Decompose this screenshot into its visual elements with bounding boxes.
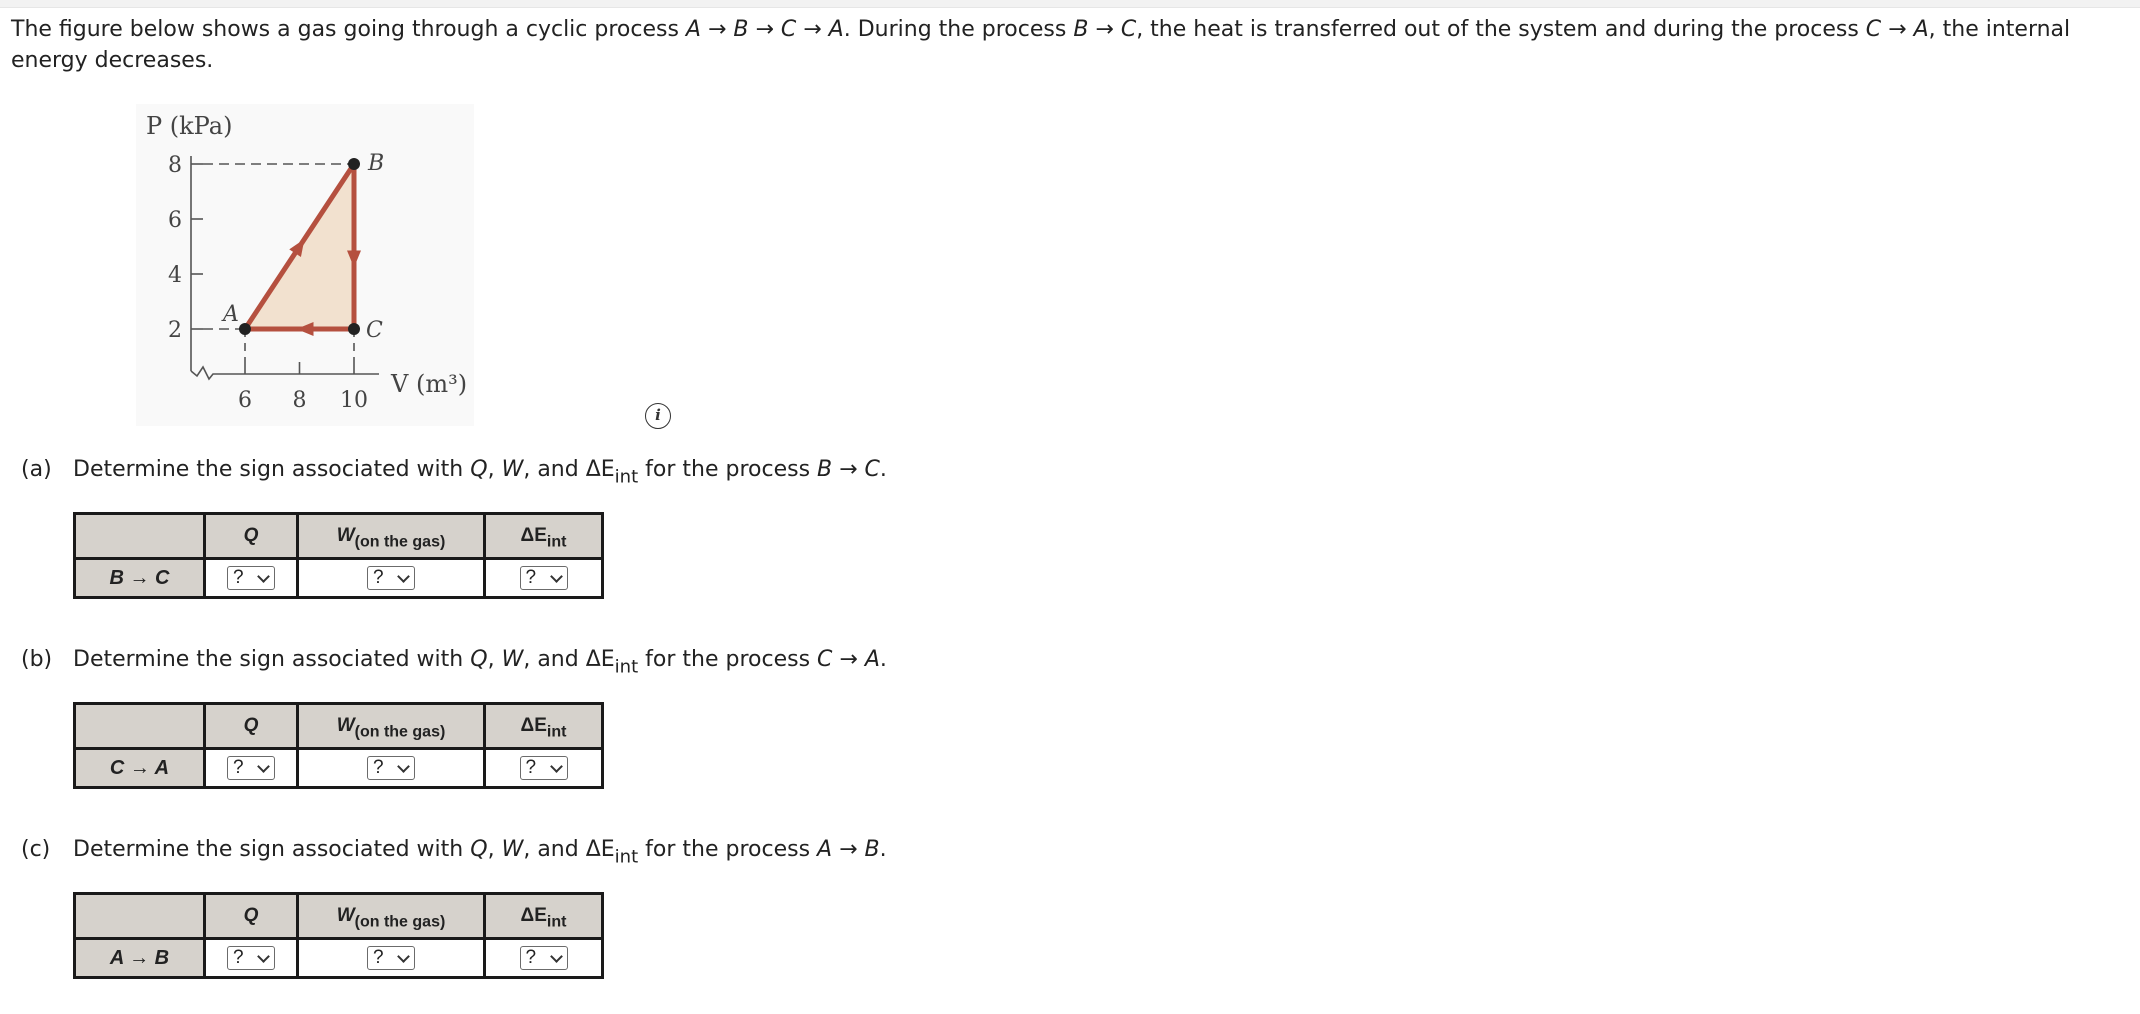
header-w-subscript: (on the gas)	[354, 723, 446, 741]
header-w	[298, 894, 485, 939]
part-letter: (b)	[21, 647, 53, 672]
top-divider	[0, 0, 2140, 8]
chevron-down-icon	[550, 950, 563, 963]
intro-text-1: The figure below shows a gas going through a cyclic process	[11, 17, 686, 42]
header-delta-e-subscript: int	[546, 913, 567, 931]
question-text: Determine the sign associated with	[73, 647, 471, 672]
y-axis-label: P (kPa)	[146, 112, 233, 140]
state-label-a: A	[223, 302, 239, 327]
question-text: for the process	[638, 647, 818, 672]
part-letter: (a)	[21, 457, 52, 482]
pv-diagram	[136, 104, 474, 426]
delta-e-subscript: int	[614, 656, 639, 678]
header-q	[205, 894, 298, 939]
chevron-down-icon	[257, 570, 270, 583]
and-text: , and	[523, 837, 586, 862]
corner-cell	[75, 514, 205, 559]
chevron-down-icon	[397, 950, 410, 963]
w-symbol: W	[501, 837, 524, 862]
header-delta-e	[485, 704, 603, 749]
delta-e-select-value: ?	[525, 757, 537, 778]
q-select-value: ?	[233, 947, 244, 968]
w-cell	[298, 749, 485, 788]
q-sign-select[interactable]	[227, 566, 275, 590]
header-delta-e-subscript: int	[546, 723, 567, 741]
question-text: Determine the sign associated with	[73, 457, 471, 482]
y-tick-label: 2	[168, 318, 182, 343]
state-point-a	[239, 323, 251, 335]
header-w	[298, 704, 485, 749]
w-cell	[298, 559, 485, 598]
part-c-question	[21, 835, 887, 868]
part-b-sign-table	[73, 702, 604, 789]
header-delta-e-label: ΔE	[520, 525, 547, 546]
row-process-label: C → A	[75, 749, 205, 788]
delta-e-sign-select[interactable]	[520, 946, 568, 970]
w-symbol: W	[501, 647, 524, 672]
q-sign-select[interactable]	[227, 946, 275, 970]
period: .	[879, 647, 887, 672]
delta-e-select-value: ?	[525, 947, 537, 968]
delta-e-cell	[485, 559, 603, 598]
part-c-sign-table	[73, 892, 604, 979]
delta-e-sign-select[interactable]	[520, 566, 568, 590]
y-tick-label: 8	[168, 153, 182, 178]
delta-e-select-value: ?	[525, 567, 537, 588]
header-delta-e-label: ΔE	[520, 715, 547, 736]
process-label: A → B	[817, 837, 880, 862]
q-sign-select[interactable]	[227, 756, 275, 780]
delta-e-subscript: int	[614, 466, 639, 488]
q-cell	[205, 749, 298, 788]
q-select-value: ?	[233, 567, 244, 588]
part-letter: (c)	[21, 837, 51, 862]
chevron-down-icon	[257, 760, 270, 773]
question-text: for the process	[638, 457, 818, 482]
x-axis-label: V (m³)	[391, 370, 468, 398]
header-delta-e-subscript: int	[546, 533, 567, 551]
q-symbol: Q	[470, 647, 488, 672]
state-label-b: B	[368, 151, 385, 176]
info-icon[interactable]: i	[645, 403, 671, 429]
intro-text-3: , the heat is transferred out of the system and during the process	[1136, 17, 1866, 42]
header-q-label: Q	[243, 525, 259, 546]
chevron-down-icon	[550, 760, 563, 773]
pv-diagram-figure	[136, 104, 474, 426]
problem-statement	[11, 14, 2121, 76]
question-text: Determine the sign associated with	[73, 837, 471, 862]
delta-e-symbol: ΔE	[585, 837, 615, 862]
chevron-down-icon	[397, 760, 410, 773]
period: .	[879, 457, 887, 482]
part-a-sign-table	[73, 512, 604, 599]
w-symbol: W	[501, 457, 524, 482]
state-label-c: C	[366, 318, 383, 343]
header-w-subscript: (on the gas)	[354, 533, 446, 551]
header-w-label: W	[336, 715, 355, 736]
intro-text-2: . During the process	[843, 17, 1074, 42]
delta-e-sign-select[interactable]	[520, 756, 568, 780]
chevron-down-icon	[397, 570, 410, 583]
state-point-c	[348, 323, 360, 335]
q-cell	[205, 939, 298, 978]
header-q-label: Q	[243, 905, 259, 926]
row-process-label: B → C	[75, 559, 205, 598]
intro-process-ca: C → A	[1865, 17, 1929, 42]
and-text: , and	[523, 647, 586, 672]
w-sign-select[interactable]	[367, 756, 415, 780]
part-b-question	[21, 645, 887, 678]
header-q-label: Q	[243, 715, 259, 736]
w-cell	[298, 939, 485, 978]
y-tick-label: 6	[168, 208, 182, 233]
comma: ,	[487, 457, 502, 482]
x-tick-label: 6	[238, 388, 252, 413]
row-process-label: A → B	[75, 939, 205, 978]
w-sign-select[interactable]	[367, 566, 415, 590]
header-w-subscript: (on the gas)	[354, 913, 446, 931]
header-w-label: W	[336, 525, 355, 546]
y-tick-label: 4	[168, 263, 182, 288]
q-symbol: Q	[470, 457, 488, 482]
w-select-value: ?	[373, 947, 384, 968]
header-q	[205, 514, 298, 559]
question-text: for the process	[638, 837, 818, 862]
comma: ,	[487, 647, 502, 672]
delta-e-cell	[485, 939, 603, 978]
process-label: C → A	[817, 647, 880, 672]
intro-text-4: , the internal energy decreases.	[11, 17, 2071, 73]
w-select-value: ?	[373, 757, 384, 778]
chevron-down-icon	[257, 950, 270, 963]
header-w-label: W	[336, 905, 355, 926]
x-axis-line	[191, 367, 379, 379]
header-delta-e	[485, 894, 603, 939]
delta-e-subscript: int	[614, 846, 639, 868]
w-sign-select[interactable]	[367, 946, 415, 970]
q-cell	[205, 559, 298, 598]
delta-e-symbol: ΔE	[585, 647, 615, 672]
intro-cycle: A → B → C → A	[685, 17, 844, 42]
comma: ,	[487, 837, 502, 862]
x-tick-label: 10	[340, 388, 368, 413]
delta-e-symbol: ΔE	[585, 457, 615, 482]
w-select-value: ?	[373, 567, 384, 588]
header-w	[298, 514, 485, 559]
corner-cell	[75, 894, 205, 939]
x-tick-label: 8	[292, 388, 307, 413]
q-select-value: ?	[233, 757, 244, 778]
header-delta-e	[485, 514, 603, 559]
q-symbol: Q	[470, 837, 488, 862]
state-point-b	[348, 158, 360, 170]
and-text: , and	[523, 457, 586, 482]
intro-process-bc: B → C	[1073, 17, 1137, 42]
period: .	[879, 837, 887, 862]
part-a-question	[21, 455, 887, 488]
header-delta-e-label: ΔE	[520, 905, 547, 926]
chevron-down-icon	[550, 570, 563, 583]
process-label: B → C	[817, 457, 880, 482]
header-q	[205, 704, 298, 749]
corner-cell	[75, 704, 205, 749]
delta-e-cell	[485, 749, 603, 788]
